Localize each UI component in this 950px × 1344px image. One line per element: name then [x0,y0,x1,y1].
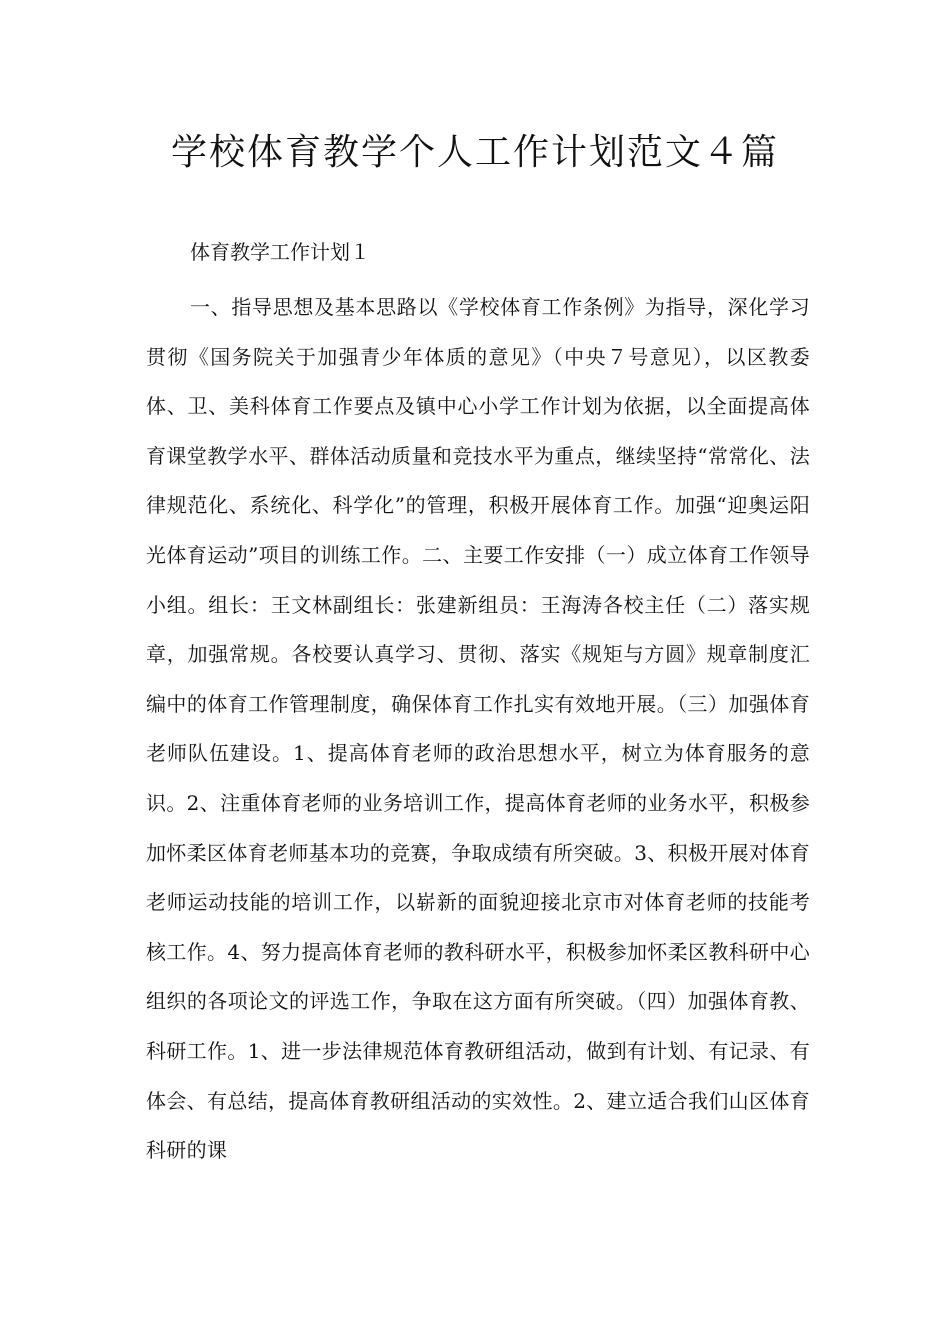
body-paragraph: 一、指导思想及基本思路以《学校体育工作条例》为指导，深化学习贯彻《国务院关于加强青少年体质的意见》（中央７号意见），以区教委体、卫、美科体育工作要点及镇中心小学工作计划为依据，以全面提高体育课堂教学水平、群体活动质量和竞技水平为重点，继续坚持“常常化、法律规范化、系统化、科学化”的管理，积极开展体育工作。加强“迎奥运阳光体育运动”项目的训练工作。二、主要工作安排（一）成立体育工作领导小组。组长：王文林副组长：张建新组员：王海涛各校主任（二）落实规章，加强常规。各校要认真学习、贯彻、落实《规矩与方圆》规章制度汇编中的体育工作管理制度，确保体育工作扎实有效地开展。（三）加强体育老师队伍建设。1、提高体育老师的政治思想水平，树立为体育服务的意识。2、注重体育老师的业务培训工作，提高体育老师的业务水平，积极参加怀柔区体育老师基本功的竞赛，争取成绩有所突破。3、积极开展对体育老师运动技能的培训工作，以崭新的面貌迎接北京市对体育老师的技能考核工作。4、努力提高体育老师的教科研水平，积极参加怀柔区教科研中心组织的各项论文的评选工作，争取在这方面有所突破。（四）加强体育教、科研工作。1、进一步法律规范体育教研组活动，做到有计划、有记录、有体会、有总结，提高体育教研组活动的实效性。2、建立适合我们山区体育科研的课 [146,295,810,1163]
document-title: 学校体育教学个人工作计划范文４篇 [170,132,779,173]
section-heading: 体育教学工作计划１ [190,240,370,264]
